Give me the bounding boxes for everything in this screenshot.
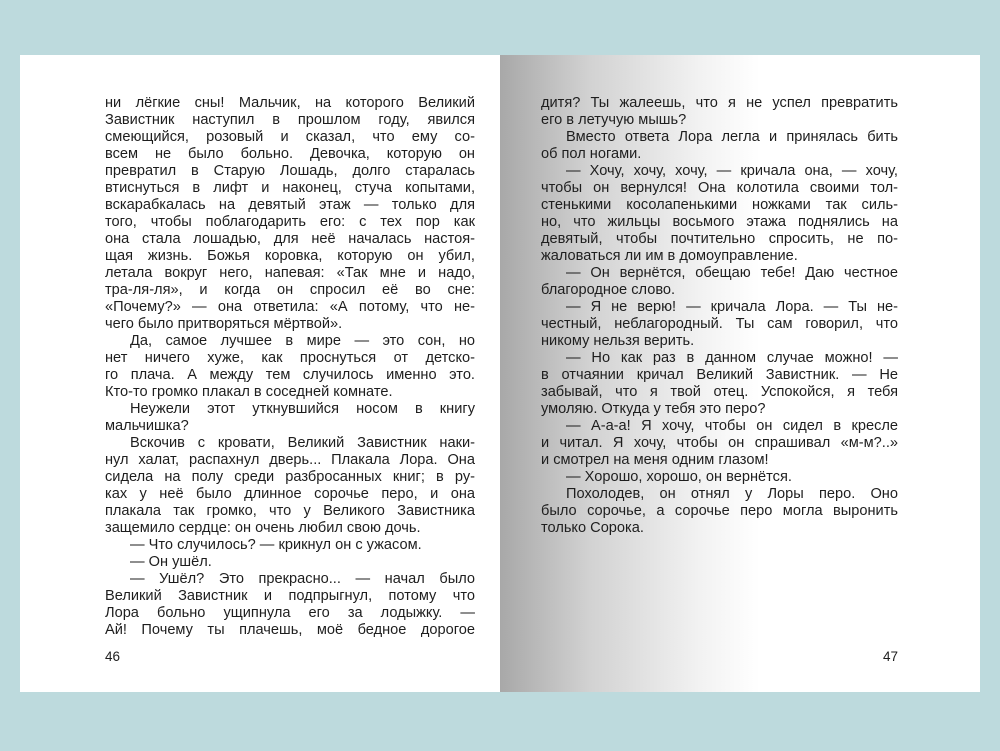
text-line: Вскочив с кровати, Великий Завистник наки- xyxy=(130,435,475,451)
text-line: Завистник наступил в прошлом году, явился xyxy=(105,112,475,128)
text-line: втиснуться в лифт и наконец, стуча копытами, xyxy=(105,180,475,196)
text-line: мальчишка? xyxy=(105,418,189,434)
text-line: Ай! Почему ты плачешь, моё бедное дорогое xyxy=(105,622,475,638)
text-line: щая жизнь. Божья коровка, которую он убил, xyxy=(105,248,475,264)
text-line: его в летучую мышь? xyxy=(541,112,687,128)
paragraph xyxy=(541,95,898,129)
text-line: забывай, что я твой отец. Успокойся, я тебя xyxy=(541,384,898,400)
text-line: ни лёгкие сны! Мальчик, на которого Великий xyxy=(105,95,475,111)
text-line: — А-а-а! Я хочу, чтобы он сидел в кресле xyxy=(566,418,898,434)
text-line: превратил в Старую Лошадь, долго старалась xyxy=(105,163,475,179)
paragraph xyxy=(541,265,898,299)
text-line: вскарабкалась на девятый этаж — только для xyxy=(105,197,475,213)
text-line: Великий Завистник и подпрыгнул, потому что xyxy=(105,588,475,604)
right-page-text xyxy=(541,95,898,537)
text-line: Да, самое лучшее в мире — это сон, но xyxy=(130,333,475,349)
text-line: Кто-то громко плакал в соседней комнате. xyxy=(105,384,393,400)
text-line: никому нельзя верить. xyxy=(541,333,695,349)
text-line: об пол ногами. xyxy=(541,146,642,162)
paragraph xyxy=(105,554,475,571)
text-line: — Но как раз в данном случае можно! — xyxy=(566,350,898,366)
text-line: того, чтобы поблагодарить его: с тех пор как xyxy=(105,214,475,230)
page-number-left: 46 xyxy=(105,649,121,664)
text-line: «Почему?» — она ответила: «А потому, что не- xyxy=(105,299,475,315)
text-line: смеющийся, розовый и сказал, что ему со- xyxy=(105,129,475,145)
page-number-right: 47 xyxy=(882,649,898,664)
text-line: плакала так громко, что у Великого Завистника xyxy=(105,503,475,519)
text-line: и смотрел на меня одним глазом! xyxy=(541,452,769,468)
paragraph xyxy=(105,571,475,639)
paragraph xyxy=(541,418,898,469)
text-line: чего было притворяться мёртвой». xyxy=(105,316,343,332)
text-line: благородное слово. xyxy=(541,282,676,298)
text-line: — Что случилось? — крикнул он с ужасом. xyxy=(130,537,422,553)
paragraph xyxy=(541,129,898,163)
text-line: — Хочу, хочу, хочу, — кричала она, — хочу, xyxy=(566,163,898,179)
text-line: жаловаться ли им в домоуправление. xyxy=(541,248,798,264)
text-line: го плача. А между тем случилось именно это. xyxy=(105,367,475,383)
left-page-text xyxy=(105,95,475,639)
text-line: стенькими косолапенькими ножками так силь- xyxy=(541,197,898,213)
text-line: в отчаянии кричал Великий Завистник. — Не xyxy=(541,367,898,383)
text-line: Неужели этот уткнувшийся носом в книгу xyxy=(130,401,475,417)
text-line: только Сорока. xyxy=(541,520,644,536)
text-line: она стала лошадью, для неё началась настоя- xyxy=(105,231,475,247)
paragraph xyxy=(541,350,898,418)
text-line: сидела на полу среди разбросанных книг; в ру- xyxy=(105,469,475,485)
right-page xyxy=(500,55,980,692)
text-line: нул халат, распахнул дверь... Плакала Лора. Она xyxy=(105,452,475,468)
text-line: дитя? Ты жалеешь, что я не успел превратить xyxy=(541,95,898,111)
text-line: было сорочье, а сорочье перо могла выронить xyxy=(541,503,898,519)
text-line: Похолодев, он отнял у Лоры перо. Оно xyxy=(566,486,898,502)
text-line: и читал. Я хочу, чтобы он спрашивал «м-м?..» xyxy=(541,435,898,451)
text-line: — Хорошо, хорошо, он вернётся. xyxy=(566,469,792,485)
text-line: Лора больно ущипнула его за лодыжку. — xyxy=(105,605,475,621)
text-line: честный, неблагородный. Ты сам говорил, что xyxy=(541,316,898,332)
text-line: умоляю. Откуда у тебя это перо? xyxy=(541,401,766,417)
text-line: — Он вернётся, обещаю тебе! Даю честное xyxy=(566,265,898,281)
text-line: ках у неё было длинное сорочье перо, и она xyxy=(105,486,475,502)
text-line: — Ушёл? Это прекрасно... — начал было xyxy=(130,571,475,587)
text-line: Вместо ответа Лора легла и принялась бить xyxy=(566,129,898,145)
paragraph xyxy=(541,299,898,350)
paragraph xyxy=(541,486,898,537)
text-line: нет ничего хуже, как проснуться от детско- xyxy=(105,350,475,366)
paragraph xyxy=(105,401,475,435)
paragraph xyxy=(105,333,475,401)
paragraph xyxy=(541,469,898,486)
text-line: всем не было больно. Девочка, которую он xyxy=(105,146,475,162)
text-line: — Я не верю! — кричала Лора. — Ты не- xyxy=(566,299,898,315)
text-line: но, что жильцы восьмого этажа поднялись на xyxy=(541,214,898,230)
text-line: тра-ля-ля», и когда он спросил её во сне: xyxy=(105,282,475,298)
paragraph xyxy=(105,95,475,333)
text-line: чтобы он вернулся! Она колотила своими тол- xyxy=(541,180,898,196)
paragraph xyxy=(541,163,898,265)
paragraph xyxy=(105,435,475,537)
left-page xyxy=(20,55,500,692)
text-line: летала вокруг него, напевая: «Так мне и надо, xyxy=(105,265,475,281)
text-line: — Он ушёл. xyxy=(130,554,212,570)
text-line: девятый, чтобы почтительно спросить, не по- xyxy=(541,231,898,247)
text-line: защемило сердце: он очень любил свою дочь. xyxy=(105,520,421,536)
paragraph xyxy=(105,537,475,554)
